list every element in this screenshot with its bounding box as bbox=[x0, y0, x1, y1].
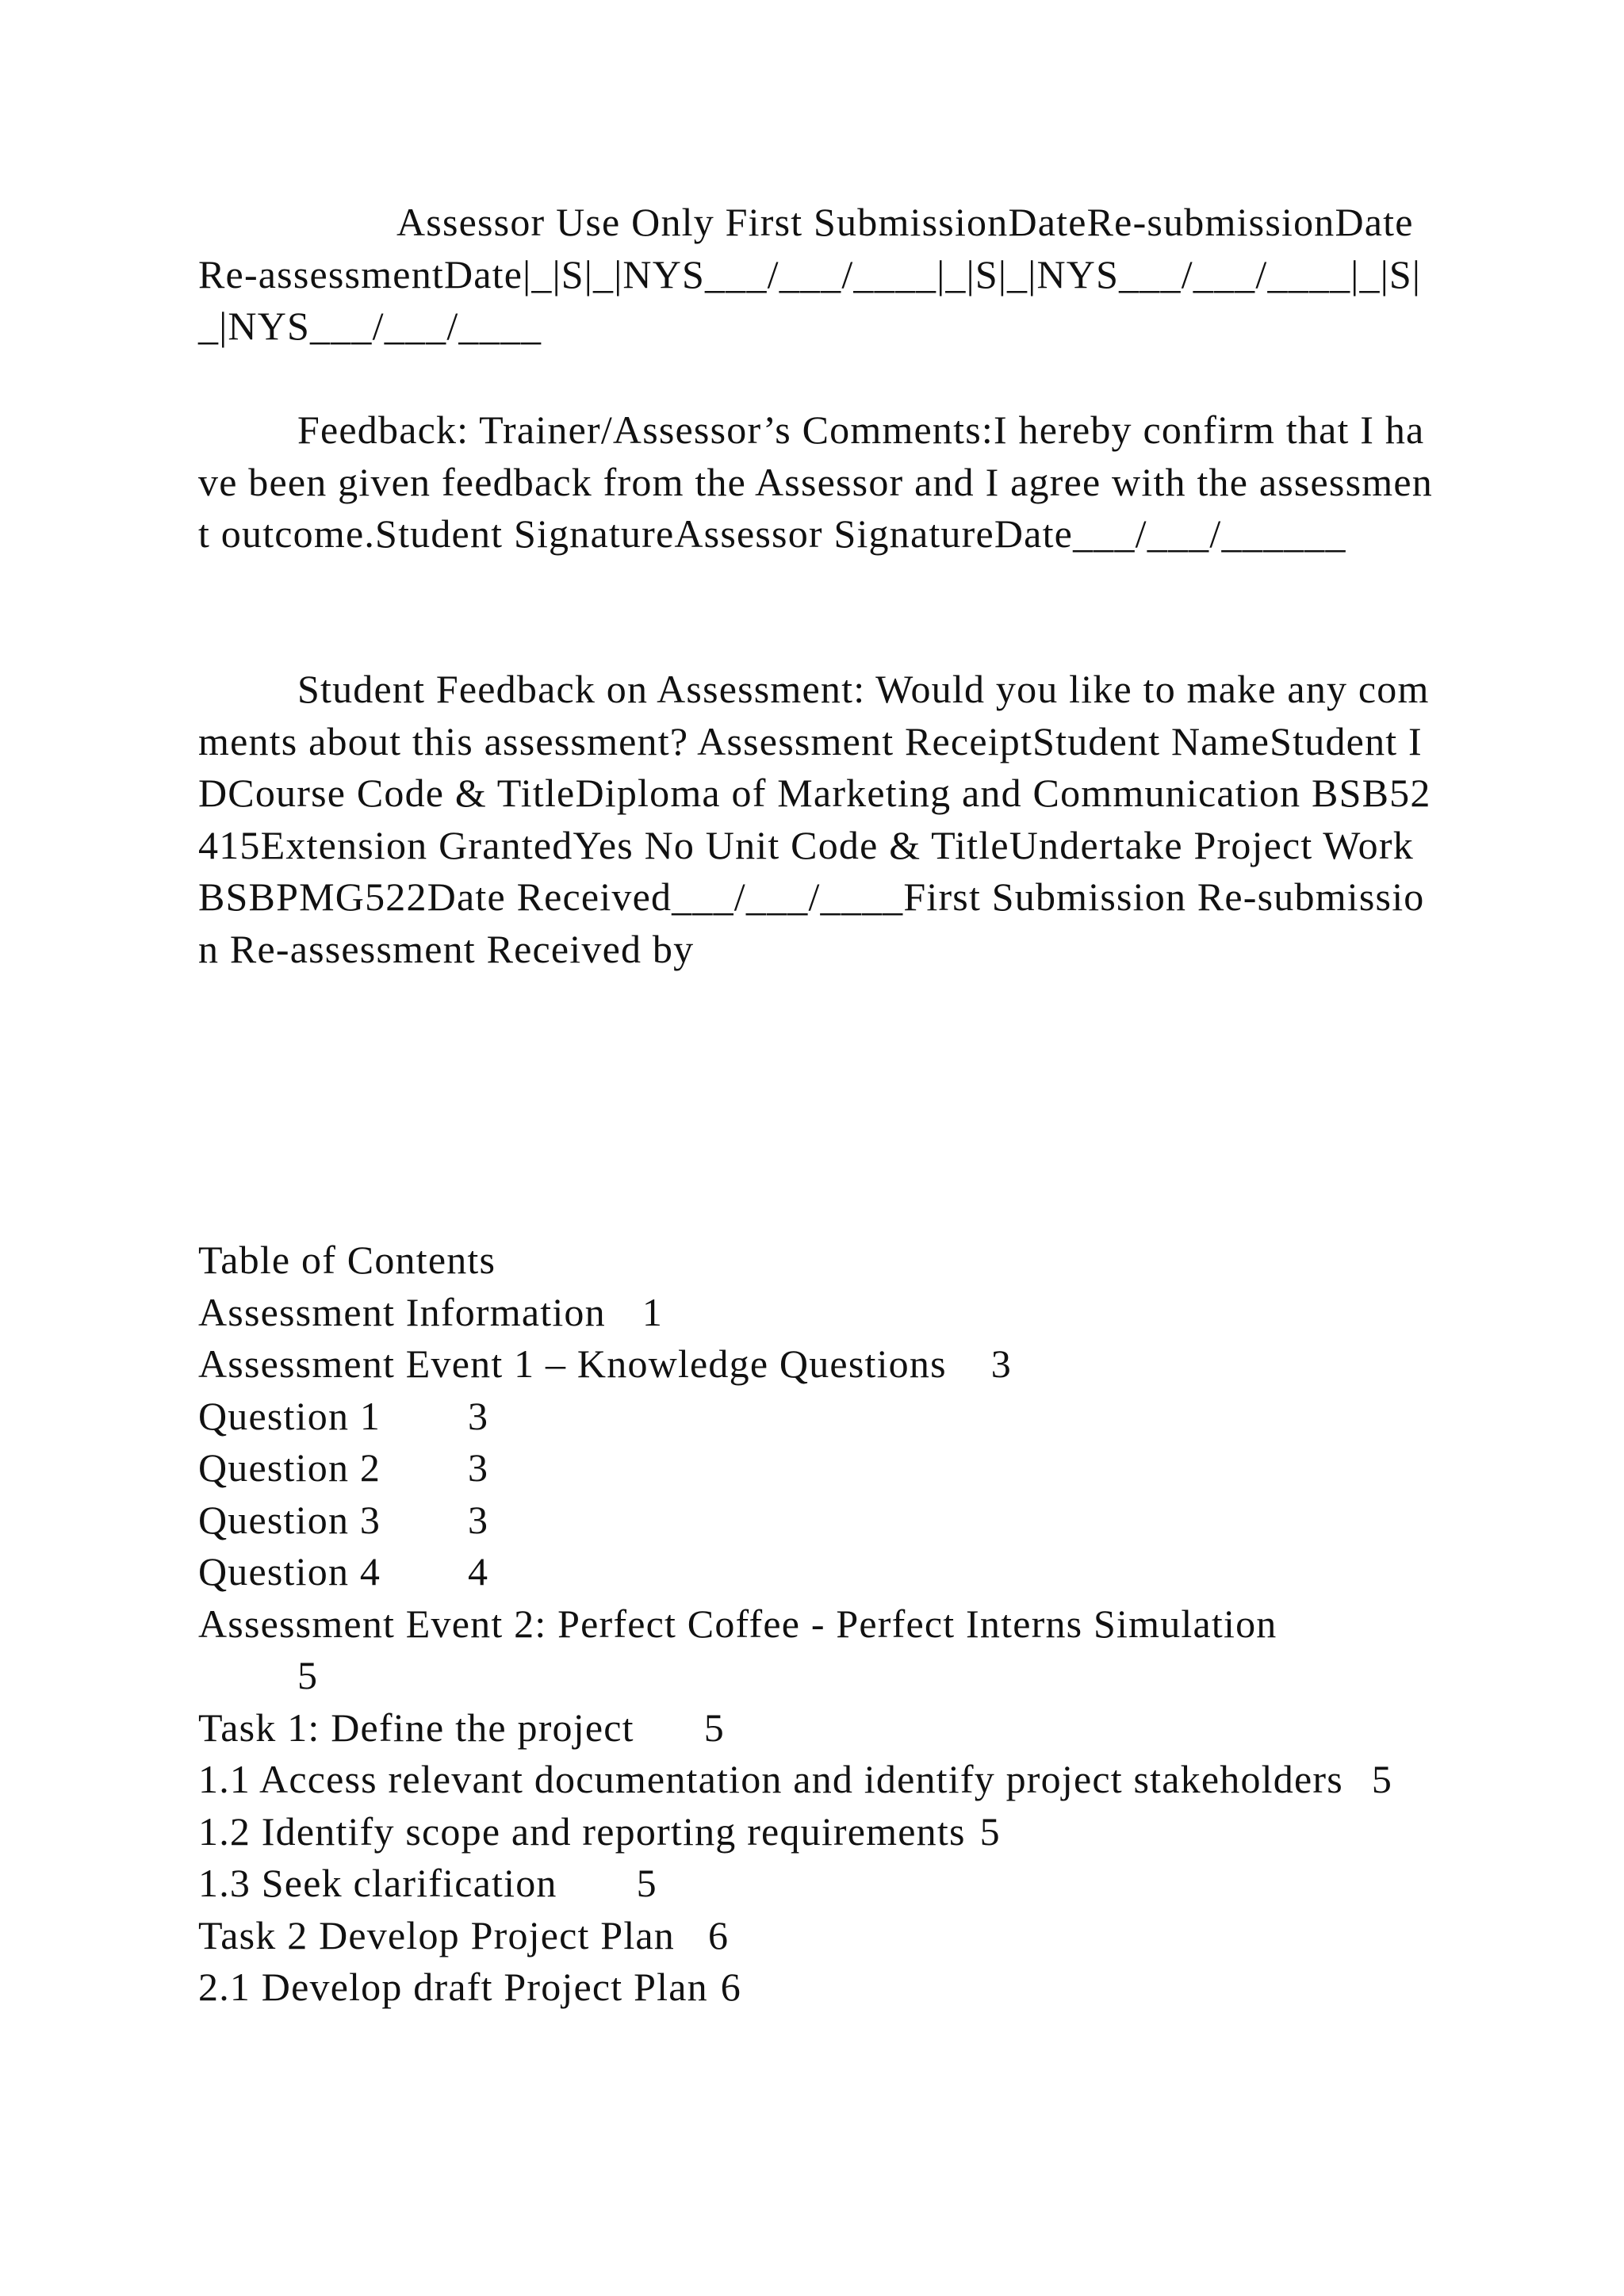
toc-item bbox=[198, 1806, 1435, 1858]
toc-item-page: 1 bbox=[642, 1289, 664, 1334]
toc-item-page: 3 bbox=[468, 1393, 489, 1438]
toc-item-label: Task 2 Develop Project Plan bbox=[198, 1912, 676, 1957]
toc-item bbox=[198, 1910, 1435, 1962]
toc-item-label: Task 1: Define the project bbox=[198, 1705, 634, 1750]
toc-item bbox=[198, 1391, 1435, 1443]
toc-item bbox=[198, 1494, 1435, 1547]
toc-item-label: 1.2 Identify scope and reporting requirements bbox=[198, 1808, 966, 1854]
toc-item bbox=[198, 1598, 1435, 1651]
toc-item bbox=[198, 1961, 1435, 2014]
toc-item bbox=[198, 1338, 1435, 1391]
toc-item-label: 2.1 Develop draft Project Plan bbox=[198, 1965, 708, 2009]
toc-item-page: 5 bbox=[979, 1808, 1001, 1854]
toc-item-label: Assessment Event 2: Perfect Coffee - Perfect Interns Simulation bbox=[198, 1601, 1277, 1646]
toc-item-label: Question 1 bbox=[198, 1393, 381, 1438]
trainer-feedback-paragraph: Feedback: Trainer/Assessor’s Comments:I hereby confirm that I have been given feedback from the Assessor and I agree with the assessment outcome.Student SignatureAssessor SignatureDate___/___/______ bbox=[198, 408, 1433, 556]
toc-item-page: 5 bbox=[703, 1705, 725, 1750]
toc-item bbox=[198, 1287, 1435, 1339]
toc-item-label: Question 3 bbox=[198, 1497, 381, 1542]
toc-item bbox=[198, 1754, 1435, 1806]
toc-item-page: 3 bbox=[990, 1341, 1012, 1386]
toc-item-page: 6 bbox=[708, 1912, 730, 1957]
toc-item-page: 6 bbox=[720, 1965, 741, 2009]
toc-heading: Table of Contents bbox=[198, 1238, 496, 1282]
toc-item-page: 5 bbox=[297, 1653, 319, 1697]
toc-item-page: 5 bbox=[1371, 1757, 1393, 1801]
toc-item-label: 1.1 Access relevant documentation and identify project stakeholders bbox=[198, 1757, 1343, 1801]
assessor-use-only-paragraph: Assessor Use Only First SubmissionDateRe-submissionDateRe-assessmentDate|_|S|_|NYS___/___/____|_|S|_|NYS___/___/____|_|S|_|NYS___/___/____ bbox=[198, 200, 1422, 348]
toc-item-page: 4 bbox=[468, 1549, 489, 1594]
toc-item bbox=[198, 1858, 1435, 1910]
toc-item-label: Assessment Event 1 – Knowledge Questions bbox=[198, 1341, 947, 1386]
toc-item-page: 3 bbox=[468, 1497, 489, 1542]
toc-item bbox=[198, 1546, 1435, 1598]
table-of-contents bbox=[198, 1234, 1435, 2014]
toc-item-label: Question 2 bbox=[198, 1445, 381, 1490]
toc-item bbox=[198, 1442, 1435, 1494]
student-feedback-paragraph: Student Feedback on Assessment: Would you like to make any comments about this assessment? Assessment ReceiptStudent NameStudent IDCourse Code & TitleDiploma of Marketing and Communication BSB52415Extension GrantedYes No Unit Code & TitleUndertake Project Work BSBPMG522Date Received___/___/____First Submission Re-submission Re-assessment Received by bbox=[198, 667, 1431, 971]
toc-item-label: Question 4 bbox=[198, 1549, 381, 1594]
toc-item bbox=[198, 1702, 1435, 1755]
toc-item-continuation bbox=[198, 1650, 1435, 1702]
toc-item-page: 3 bbox=[468, 1445, 489, 1490]
toc-item-label: Assessment Information bbox=[198, 1289, 606, 1334]
toc-item-page: 5 bbox=[636, 1861, 657, 1905]
toc-item-label: 1.3 Seek clarification bbox=[198, 1861, 557, 1905]
